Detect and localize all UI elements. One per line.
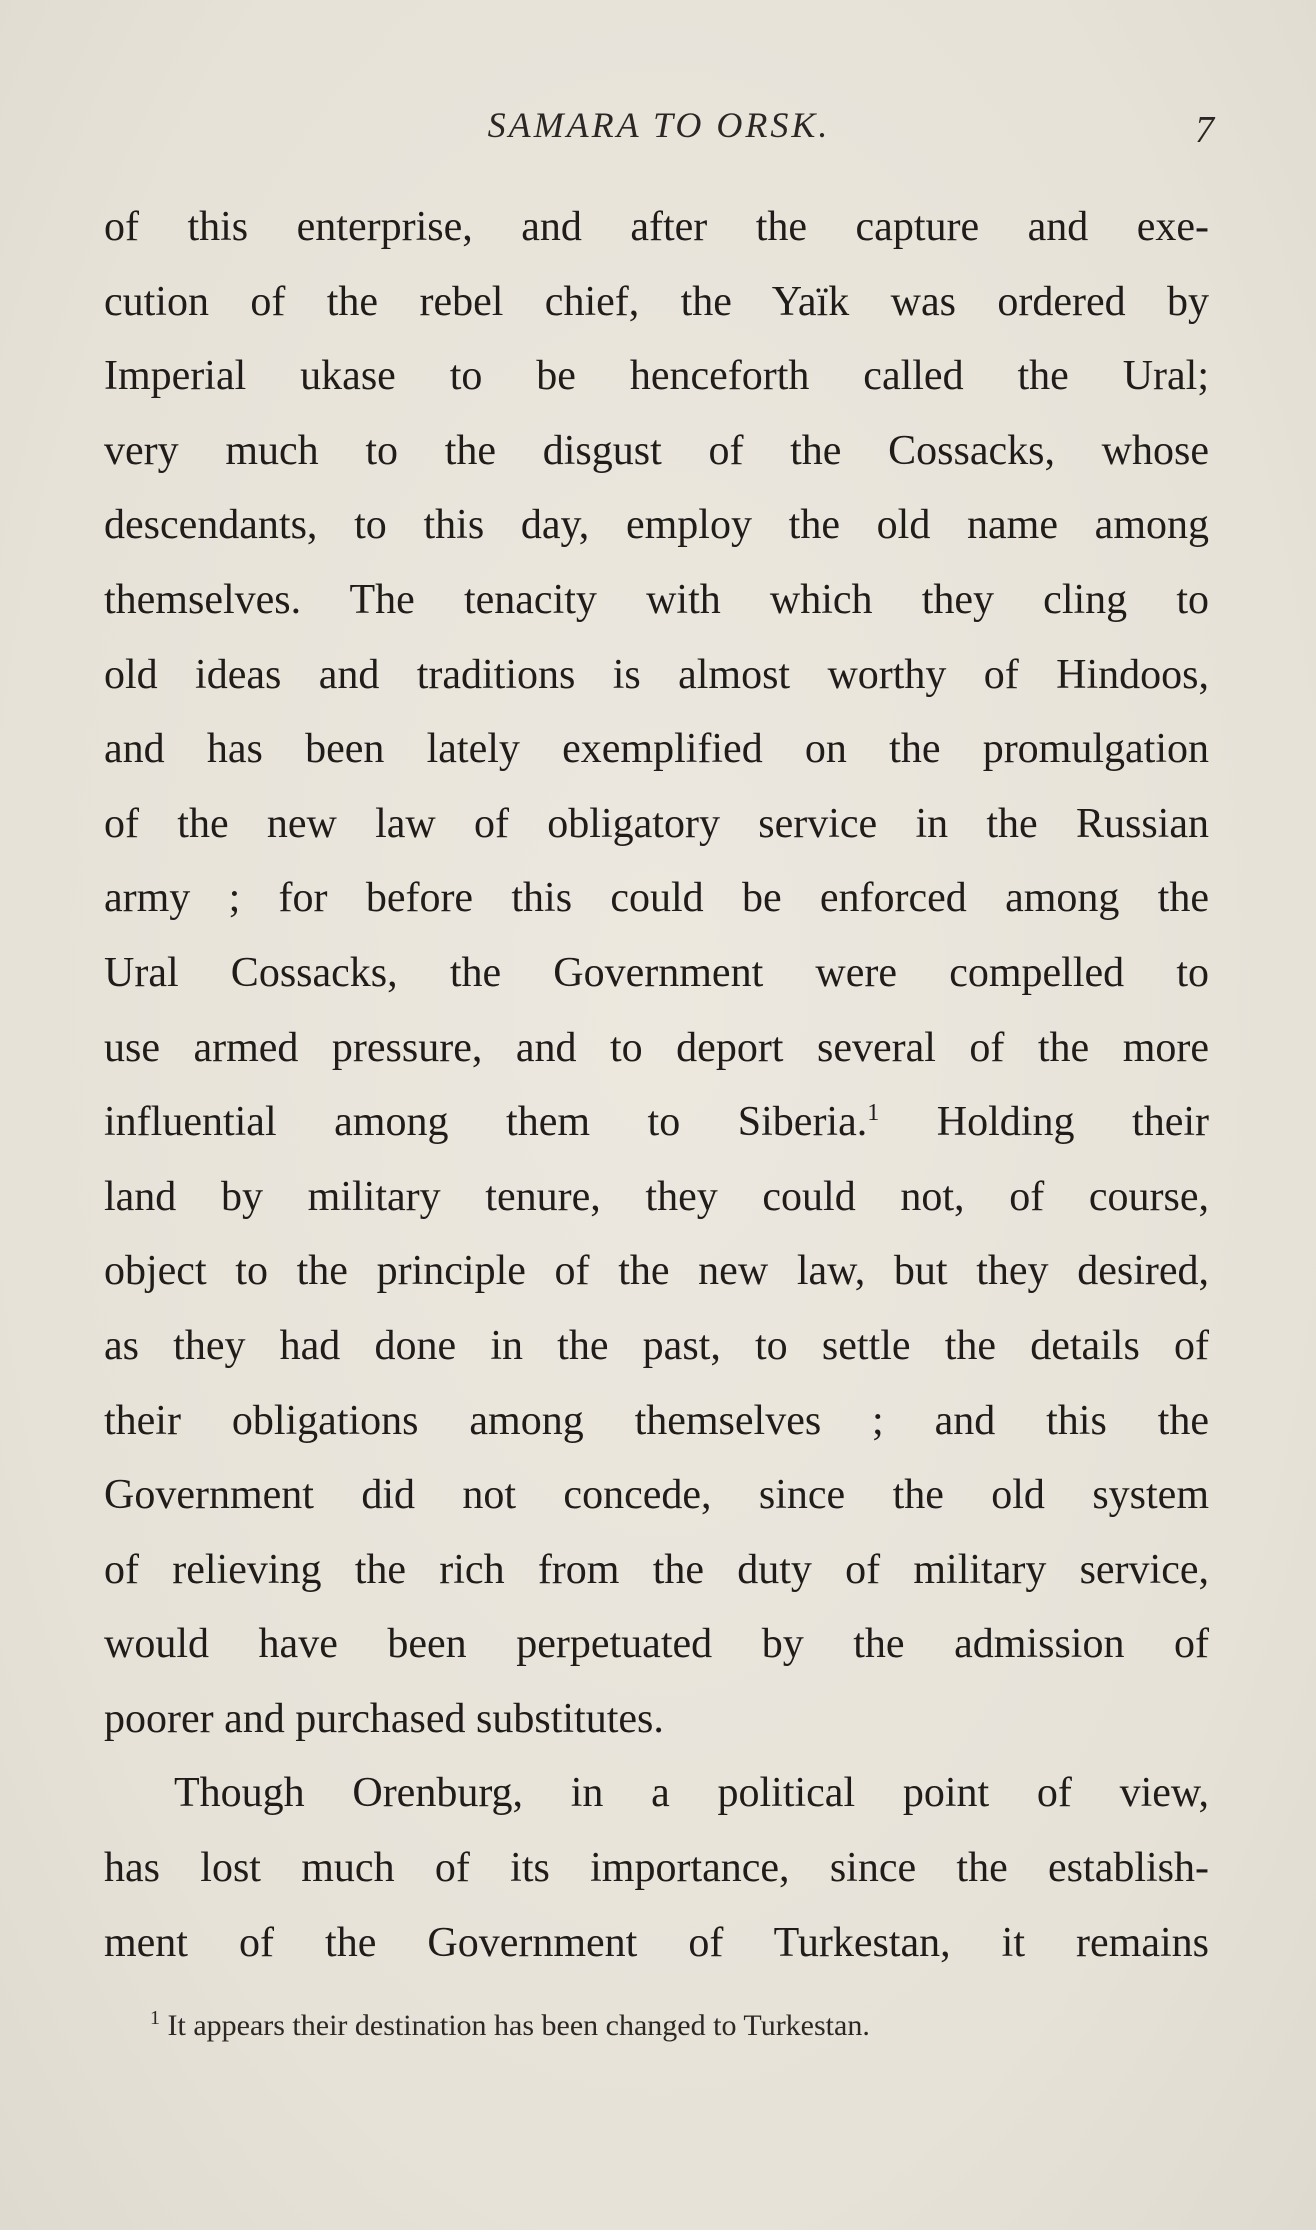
text-line: old ideas and traditions is almost worthy of Hindoos, (104, 651, 1209, 698)
page-number: 7 (1195, 109, 1214, 151)
text-line: as they had done in the past, to settle the details of (104, 1322, 1209, 1369)
text-line: of relieving the rich from the duty of military service, (104, 1546, 1209, 1593)
footnote-text: It appears their destination has been changed to Turkestan. (160, 2009, 870, 2042)
footnote-marker: 1 (150, 2007, 160, 2029)
text-line-with-footnote-ref (104, 1085, 1209, 1160)
text-line: Imperial ukase to be henceforth called the Ural; (104, 353, 1209, 400)
text-line: ment of the Government of Turkestan, it remains (104, 1919, 1209, 1966)
text-line: has lost much of its importance, since the establish- (104, 1845, 1209, 1892)
text-line: Government did not concede, since the old system (104, 1472, 1209, 1519)
text-line: their obligations among themselves ; and this the (104, 1397, 1209, 1444)
text-line: poorer and purchased substitutes. (104, 1695, 664, 1742)
text-line: very much to the disgust of the Cossacks, whose (104, 427, 1209, 474)
text-line: and has been lately exemplified on the promulgation (104, 726, 1209, 773)
text-line: descendants, to this day, employ the old name among (104, 502, 1209, 549)
line-text: influential among them to Siberia. (104, 1099, 868, 1146)
text-line: of the new law of obligatory service in the Russian (104, 800, 1209, 847)
body-text (104, 190, 1209, 1980)
running-head (104, 100, 1214, 160)
footnote (150, 2006, 1210, 2046)
line-text: Holding their (879, 1099, 1209, 1146)
running-title: SAMARA TO ORSK. (487, 105, 831, 145)
text-line: use armed pressure, and to deport several of the more (104, 1024, 1209, 1071)
paragraph-start-line: Though Orenburg, in a political point of view, (174, 1770, 1209, 1817)
text-line: would have been perpetuated by the admission of (104, 1621, 1209, 1668)
text-line: cution of the rebel chief, the Yaïk was ordered by (104, 278, 1209, 325)
footnote-reference[interactable]: 1 (867, 1100, 880, 1127)
text-line: object to the principle of the new law, but they desired, (104, 1248, 1209, 1295)
text-line: of this enterprise, and after the capture and exe- (104, 204, 1209, 250)
text-line: army ; for before this could be enforced among the (104, 875, 1209, 922)
text-line: themselves. The tenacity with which they cling to (104, 576, 1209, 623)
text-line: Ural Cossacks, the Government were compelled to (104, 949, 1209, 996)
text-line: land by military tenure, they could not, of course, (104, 1173, 1209, 1220)
